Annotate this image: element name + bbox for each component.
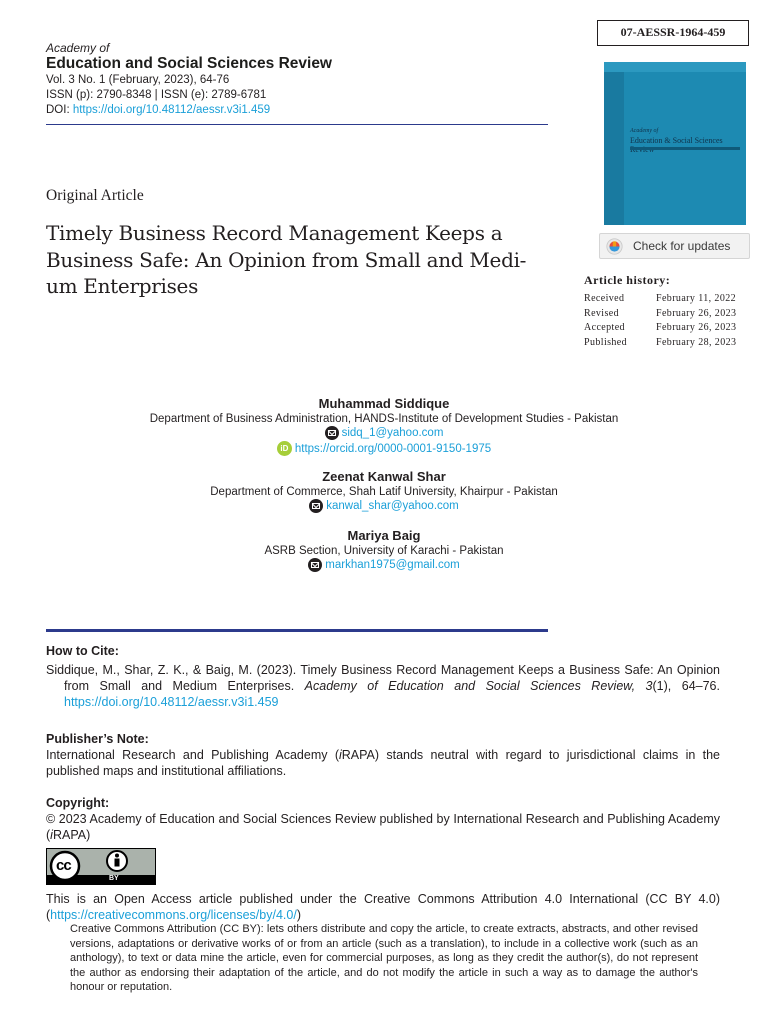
author-name: Muhammad Siddique — [318, 396, 450, 411]
check-updates-label: Check for updates — [633, 239, 731, 253]
cc-text: cc — [56, 857, 71, 874]
author-email[interactable]: markhan1975@gmail.com — [325, 559, 460, 571]
author-block — [60, 469, 708, 513]
article-title — [46, 220, 571, 300]
title-line: um Enterprises — [46, 274, 199, 298]
cover-strip — [604, 62, 624, 225]
journal-doi — [46, 103, 556, 118]
history-row — [584, 307, 754, 322]
journal-academy: Academy of — [46, 41, 110, 55]
check-for-updates-button[interactable] — [599, 233, 750, 259]
copyright-text-a: © 2023 Academy of Education and Social Sciences Review published by International Research and Publishing Academy ( — [46, 812, 720, 842]
title-line: Business Safe: An Opinion from Small and Medi- — [46, 247, 527, 272]
cite-text-a: Siddique, M., Shar, Z. K., & Baig, M. (2023). Timely Business Record Management Keeps a Business Safe: An Opinion from Small and Medium Enterprises. — [46, 663, 720, 693]
history-row — [584, 321, 754, 336]
doi-link[interactable]: https://doi.org/10.48112/aessr.v3i1.459 — [72, 104, 271, 116]
cite-text — [46, 662, 720, 710]
author-email[interactable]: kanwal_shar@yahoo.com — [326, 500, 459, 512]
license-text-b: ) — [296, 908, 301, 922]
cc-by-badge[interactable] — [46, 848, 156, 885]
history-label: Accepted — [584, 322, 625, 333]
copyright-italic: i — [50, 828, 53, 842]
email-icon — [325, 426, 339, 440]
author-affiliation: ASRB Section, University of Karachi - Pakistan — [264, 545, 504, 557]
doi-label: DOI: — [46, 104, 70, 116]
journal-title: Education and Social Sciences Review — [46, 55, 332, 72]
email-icon — [309, 499, 323, 513]
journal-header — [46, 41, 556, 118]
author-block — [60, 396, 708, 456]
history-label: Revised — [584, 307, 620, 319]
article-history — [584, 273, 754, 350]
history-label: Received — [584, 293, 625, 304]
license-link[interactable]: https://creativecommons.org/licenses/by/4.0/ — [50, 908, 297, 922]
check-updates-icon — [606, 238, 623, 255]
author-name: Zeenat Kanwal Shar — [322, 469, 446, 484]
header-divider — [46, 124, 548, 125]
cover-academy: Academy of — [630, 128, 659, 134]
license-text-a: This is an Open Access article published under the Creative Commons Attribution 4.0 International (CC BY 4.0) ( — [46, 892, 720, 922]
author-email-line — [60, 426, 708, 440]
author-block — [60, 528, 708, 572]
publisher-note-text-b: RAPA) stands neutral with regard to jurisdictional claims in the published maps and institutional affiliations. — [46, 748, 720, 778]
email-icon — [308, 558, 322, 572]
license-detail: Creative Commons Attribution (CC BY): lets others distribute and copy the article, to create extracts, abstracts, and other revised versions, adaptations or derivative works of or from an article (such as a translation), to include in a collective work (such as an anthology), to text or data mine the article, even for commercial purposes, as long as they credit the author(s), do not represent the author as endorsing their adaptation of the article, and do not modify the article in such a way as to damage the author's honour or reputation. — [70, 923, 698, 993]
cover-subbar — [630, 147, 740, 150]
history-date: February 11, 2022 — [656, 293, 737, 304]
history-date: February 26, 2023 — [656, 322, 737, 333]
cite-journal: Academy of Education and Social Sciences Review, 3 — [304, 679, 653, 693]
how-to-cite-section — [46, 643, 720, 710]
copyright-text — [46, 811, 720, 843]
publisher-note-text — [46, 747, 720, 779]
copyright-section — [46, 795, 720, 843]
history-title: Article history: — [584, 273, 671, 287]
history-label: Published — [584, 336, 628, 348]
cite-link[interactable]: https://doi.org/10.48112/aessr.v3i1.459 — [64, 695, 279, 709]
title-line: Timely Business Record Management Keeps a — [46, 221, 503, 245]
journal-volume: Vol. 3 No. 1 (February, 2023), 64-76 — [46, 74, 230, 86]
author-affiliation: Department of Commerce, Shah Latif University, Khairpur - Pakistan — [210, 486, 558, 498]
publisher-note-section — [46, 731, 720, 779]
history-date: February 28, 2023 — [656, 336, 737, 348]
article-id-box: 07-AESSR-1964-459 — [597, 20, 749, 46]
author-orcid-line — [60, 441, 708, 456]
author-name: Mariya Baig — [347, 528, 421, 543]
orcid-icon: iD — [277, 441, 292, 456]
cover-title: Education & Social Sciences — [630, 136, 723, 145]
history-row — [584, 336, 754, 351]
copyright-heading: Copyright: — [46, 796, 110, 810]
publisher-note-italic: i — [338, 748, 342, 762]
journal-cover-image — [604, 62, 746, 225]
author-email-line — [60, 558, 708, 572]
publisher-note-heading: Publisher’s Note: — [46, 732, 149, 746]
author-email[interactable]: sidq_1@yahoo.com — [341, 427, 444, 439]
publisher-note-text-a: International Research and Publishing Academy ( — [46, 748, 339, 762]
cite-text-b: (1), 64–76. — [652, 679, 720, 693]
license-text — [46, 891, 720, 923]
copyright-text-b: RAPA) — [52, 828, 91, 842]
author-affiliation: Department of Business Administration, HANDS-Institute of Development Studies - Pakistan — [149, 413, 619, 425]
section-divider — [46, 629, 548, 632]
history-row — [584, 292, 754, 307]
cc-by-text: BY — [109, 875, 119, 882]
author-orcid[interactable]: https://orcid.org/0000-0001-9150-1975 — [294, 442, 492, 455]
cover-top-band — [604, 62, 746, 72]
article-type: Original Article — [46, 187, 144, 204]
cite-heading: How to Cite: — [46, 644, 119, 658]
journal-issn: ISSN (p): 2790-8348 | ISSN (e): 2789-6781 — [46, 89, 267, 101]
author-email-line — [60, 499, 708, 513]
history-date: February 26, 2023 — [656, 307, 737, 319]
